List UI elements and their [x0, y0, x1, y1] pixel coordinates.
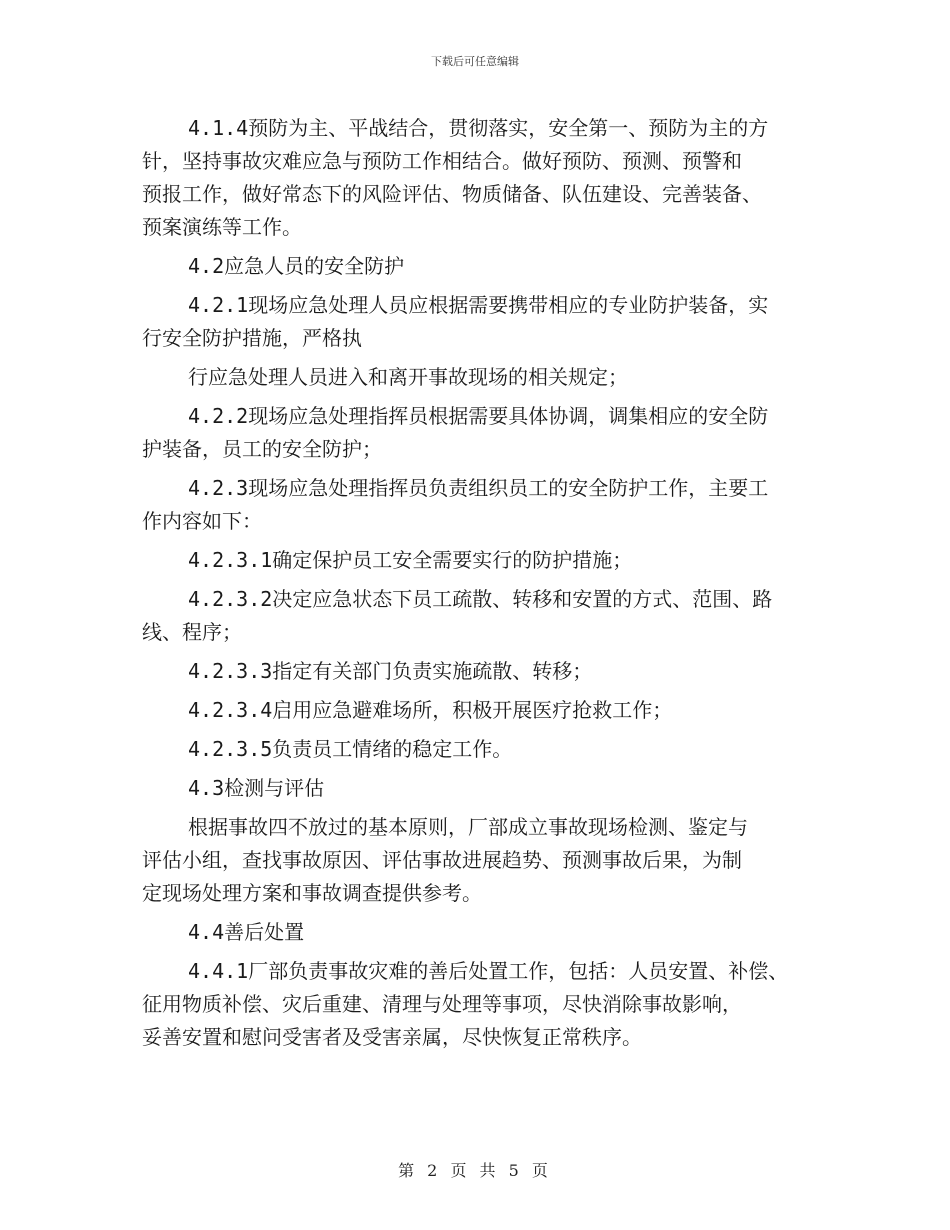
paragraph-line: 4.2.3.5负责员工情绪的稳定工作。	[188, 737, 513, 761]
paragraph-line: 4.2.2现场应急处理指挥员根据需要具体协调，调集相应的安全防	[188, 404, 769, 428]
page-header: 下载后可任意编辑	[431, 55, 519, 68]
paragraph-line: 定现场处理方案和事故调查提供参考。	[142, 881, 482, 905]
paragraph-line: 4.2.3.2决定应急状态下员工疏散、转移和安置的方式、范围、路	[188, 587, 773, 611]
document-body	[142, 112, 832, 1054]
page-footer: 第 2 页 共 5 页	[398, 1161, 552, 1180]
paragraph-line: 征用物质补偿、灾后重建、清理与处理等事项，尽快消除事故影响，	[142, 992, 742, 1016]
paragraph-line: 护装备，员工的安全防护；	[142, 437, 382, 461]
paragraph-line: 作内容如下：	[142, 509, 262, 533]
section-heading: 4.4善后处置	[188, 920, 305, 944]
paragraph-line: 4.2.3.4启用应急避难场所，积极开展医疗抢救工作；	[188, 698, 673, 722]
paragraph-line: 4.2.1现场应急处理人员应根据需要携带相应的专业防护装备，实	[188, 293, 769, 317]
paragraph-line: 4.1.4预防为主、平战结合，贯彻落实，安全第一、预防为主的方	[188, 116, 769, 140]
paragraph-line: 预报工作，做好常态下的风险评估、物质储备、队伍建设、完善装备、	[142, 182, 762, 206]
paragraph-line: 行应急处理人员进入和离开事故现场的相关规定；	[188, 365, 628, 389]
paragraph-line: 预案演练等工作。	[142, 215, 302, 239]
section-heading: 4.3检测与评估	[188, 776, 325, 800]
paragraph-line: 4.2.3.3指定有关部门负责实施疏散、转移；	[188, 659, 593, 683]
paragraph-line: 行安全防护措施，严格执	[142, 326, 362, 350]
paragraph-line: 4.2.3.1确定保护员工安全需要实行的防护措施；	[188, 548, 633, 572]
paragraph-line: 线、程序；	[142, 620, 242, 644]
paragraph-line: 评估小组，查找事故原因、评估事故进展趋势、预测事故后果，为制	[142, 848, 742, 872]
paragraph-line: 针，坚持事故灾难应急与预防工作相结合。做好预防、预测、预警和	[142, 149, 742, 173]
paragraph-line: 4.2.3现场应急处理指挥员负责组织员工的安全防护工作，主要工	[188, 476, 769, 500]
section-heading: 4.2应急人员的安全防护	[188, 254, 405, 278]
paragraph-line: 4.4.1厂部负责事故灾难的善后处置工作，包括：人员安置、补偿、	[188, 959, 789, 983]
paragraph-line: 根据事故四不放过的基本原则，厂部成立事故现场检测、鉴定与	[188, 815, 748, 839]
paragraph-line: 妥善安置和慰问受害者及受害亲属，尽快恢复正常秩序。	[142, 1025, 642, 1049]
